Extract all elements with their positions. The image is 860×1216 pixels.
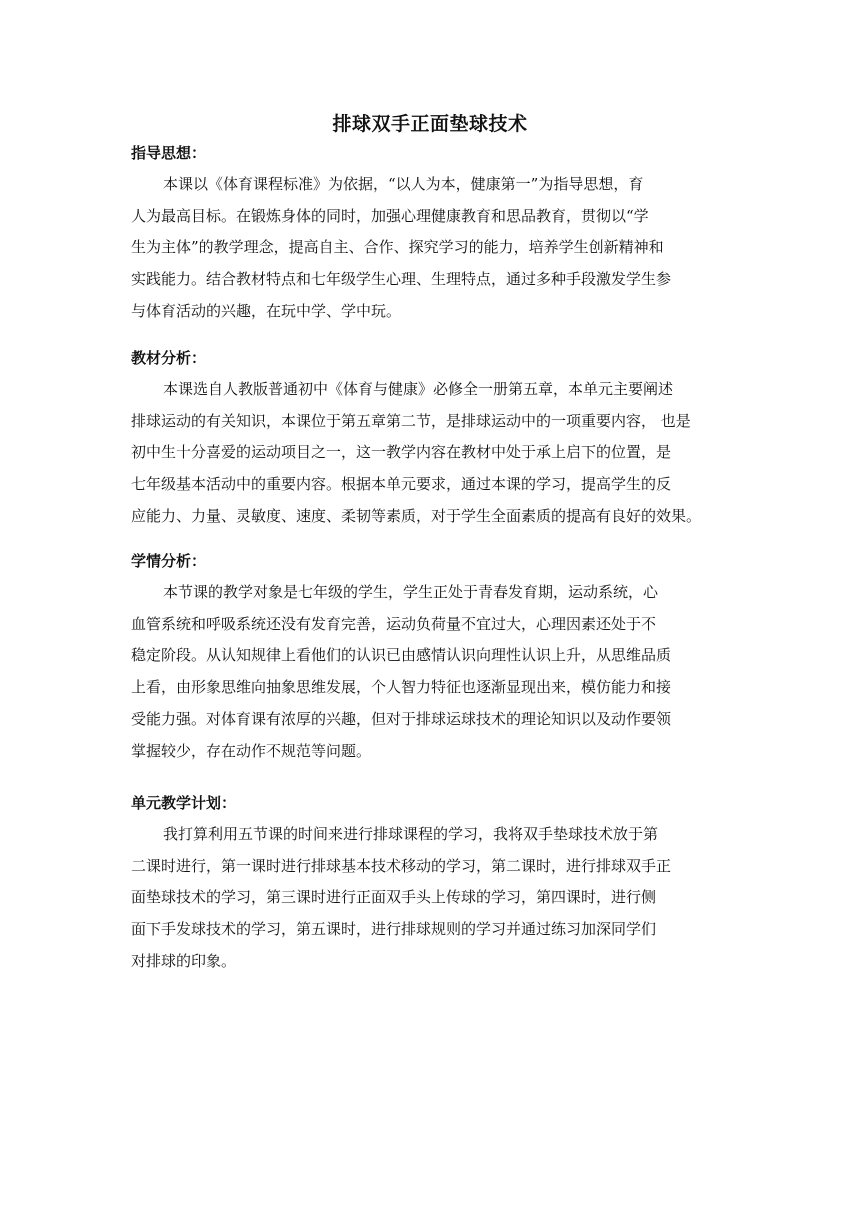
paragraph-line: 我打算利用五节课的时间来进行排球课程的学习，我将双手垫球技术放于第 <box>163 825 659 843</box>
paragraph-line: 受能力强。对体育课有浓厚的兴趣，但对于排球运球技术的理论知识以及动作要领 <box>131 709 672 728</box>
paragraph-line: 应能力、力量、灵敏度、速度、柔韧等素质，对于学生全面素质的提高有良好的效果。 <box>131 506 702 525</box>
section-heading: 指导思想： <box>131 144 207 162</box>
paragraph-line: 七年级基本活动中的重要内容。根据本单元要求，通过本课的学习，提高学生的反 <box>131 475 672 494</box>
section-material-analysis <box>131 347 743 533</box>
section-paragraph <box>131 374 743 533</box>
section-heading: 教材分析： <box>131 349 207 367</box>
paragraph-line: 面下手发球技术的学习，第五课时，进行排球规则的学习并通过练习加深同学们 <box>131 920 657 939</box>
paragraph-line: 实践能力。结合教材特点和七年级学生心理、生理特点，通过多种手段激发学生参 <box>131 270 672 289</box>
paragraph-line: 稳定阶段。从认知规律上看他们的认识已由感情认识向理性认识上升，从思维品质 <box>131 646 672 665</box>
paragraph-line: 面垫球技术的学习，第三课时进行正面双手头上传球的学习，第四课时，进行侧 <box>131 888 657 907</box>
section-paragraph <box>131 819 743 978</box>
paragraph-line: 血管系统和呼吸系统还没有发育完善，运动负荷量不宜过大，心理因素还处于不 <box>131 614 657 633</box>
section-heading: 单元教学计划： <box>131 794 237 812</box>
section-guiding-thought <box>131 142 743 328</box>
section-heading: 学情分析： <box>131 552 207 570</box>
section-student-analysis <box>131 550 743 767</box>
paragraph-line: 本课选自人教版普通初中《体育与健康》必修全一册第五章，本单元主要阐述 <box>163 380 674 398</box>
paragraph-line: 上看，由形象思维向抽象思维发展，个人智力特征也逐渐显现出来，模仿能力和接 <box>131 678 672 697</box>
section-paragraph <box>131 577 743 767</box>
document-title: 排球双手正面垫球技术 <box>332 113 528 135</box>
paragraph-line: 人为最高目标。在锻炼身体的同时，加强心理健康教育和思品教育，贯彻以“学 <box>131 206 649 225</box>
paragraph-line: 排球运动的有关知识，本课位于第五章第二节，是排球运动中的一项重要内容， 也是 <box>131 411 691 430</box>
paragraph-line: 初中生十分喜爱的运动项目之一，这一教学内容在教材中处于承上启下的位置，是 <box>131 443 672 462</box>
paragraph-line: 与体育活动的兴趣，在玩中学、学中玩。 <box>131 301 402 320</box>
section-paragraph <box>131 169 743 328</box>
section-unit-teaching-plan <box>131 792 743 978</box>
paragraph-line: 二课时进行，第一课时进行排球基本技术移动的学习，第二课时，进行排球双手正 <box>131 856 672 875</box>
paragraph-line: 对排球的印象。 <box>131 951 237 970</box>
paragraph-line: 本课以《体育课程标准》为依据，“以人为本，健康第一”为指导思想，育 <box>163 175 644 193</box>
paragraph-line: 掌握较少，存在动作不规范等问题。 <box>131 741 372 760</box>
paragraph-line: 生为主体”的教学理念，提高自主、合作、探究学习的能力，培养学生创新精神和 <box>131 238 664 257</box>
paragraph-line: 本节课的教学对象是七年级的学生，学生正处于青春发育期，运动系统，心 <box>163 583 659 601</box>
